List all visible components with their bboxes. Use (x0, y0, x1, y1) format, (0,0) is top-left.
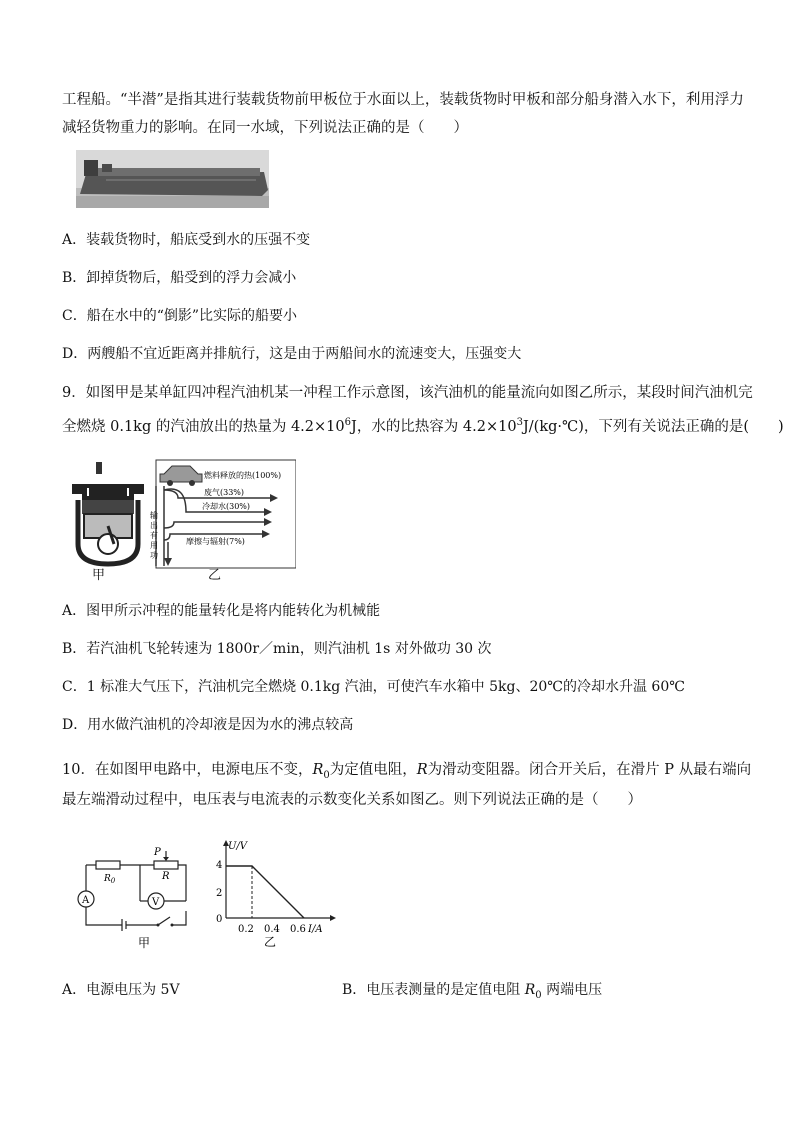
resistor-r0-label: $R_0$ (104, 874, 116, 885)
x-tick-0-4: 0.4 (264, 924, 280, 935)
rheostat-r-label: R (162, 871, 170, 882)
flow-useful-2: 出 (150, 521, 158, 530)
y-tick-4: 4 (216, 860, 223, 871)
flow-useful-1: 输 (150, 511, 158, 520)
q8-stem-line1: 工程船。“半潜”是指其进行装载货物前甲板位于水面以上，装载货物时甲板和部分船身潜入水下，利用浮力 (62, 92, 744, 108)
slider-p-label: P (154, 847, 161, 858)
flow-friction-label: 摩擦与辐射(7%) (186, 537, 245, 546)
flow-cooling-label: 冷却水(30%) (202, 502, 251, 511)
q9-option-b: B．若汽油机飞轮转速为 1800r／min，则汽油机 1s 对外做功 30 次 (62, 641, 492, 657)
y-axis-label: U/V (228, 841, 248, 852)
q8-option-c: C．船在水中的“倒影”比实际的船要小 (62, 308, 298, 324)
engine-cylinder-diagram (68, 460, 148, 580)
q10-option-b: B．电压表测量的是定值电阻 $R_0$ 两端电压 (342, 982, 603, 1001)
graph-caption: 乙 (264, 935, 277, 949)
q9-option-a: A．图甲所示冲程的能量转化是将内能转化为机械能 (62, 603, 381, 619)
q8-option-b: B．卸掉货物后，船受到的浮力会减小 (62, 270, 297, 286)
x-tick-0-2: 0.2 (238, 924, 254, 935)
y-tick-0: 0 (216, 914, 223, 925)
circuit-caption: 甲 (138, 936, 151, 950)
energy-flow-caption: 乙 (208, 568, 222, 583)
q9-option-c: C．1 标准大气压下，汽油机完全燃烧 0.1kg 汽油，可使汽车水箱中 5kg、20℃的冷却水升温 60℃ (62, 679, 685, 695)
x-axis-label: I/A (308, 924, 323, 935)
x-tick-0-6: 0.6 (290, 924, 306, 935)
q8-stem-line2: 减轻货物重力的影响。在同一水域，下列说法正确的是（ ） (62, 120, 468, 136)
q9-option-d: D．用水做汽油机的冷却液是因为水的沸点较高 (62, 717, 354, 733)
q10-option-a: A．电源电压为 5V (62, 982, 180, 998)
q9-stem-line1: 9．如图甲是某单缸四冲程汽油机某一冲程工作示意图，该汽油机的能量流向如图乙所示，某段时间汽油机完 (62, 385, 753, 401)
flow-useful-5: 功 (150, 551, 158, 560)
flow-exhaust-label: 废气(33%) (204, 488, 245, 497)
q10-stem-line2: 最左端滑动过程中，电压表与电流表的示数变化关系如图乙。则下列说法正确的是（ ） (62, 792, 642, 808)
q8-option-d: D．两艘船不宜近距离并排航行，这是由于两船间水的流速变大，压强变大 (62, 346, 522, 362)
q9-stem-line2: 全燃烧 0.1kg 的汽油放出的热量为 $4.2\times 10^6J$，水的比热容为 $4.2\times 10^3J/(kg\cdot℃)$，下列有关说法正确的是( ) (62, 417, 784, 435)
flow-useful-3: 有 (150, 531, 158, 540)
circuit-diagram (70, 845, 200, 950)
engine-caption: 甲 (92, 568, 106, 583)
ui-data-line (226, 866, 304, 918)
q10-stem-line1: 10．在如图甲电路中，电源电压不变，$R_0$为定值电阻，R为滑动变阻器。闭合开关后，在滑片 P 从最右端向 (62, 762, 752, 781)
y-tick-2: 2 (216, 888, 223, 899)
energy-flow-diagram (150, 458, 296, 570)
ui-graph (208, 838, 338, 950)
flow-useful-4: 用 (150, 541, 158, 550)
voltmeter-label: V (152, 897, 160, 908)
q8-option-a: A．装载货物时，船底受到水的压强不变 (62, 232, 311, 248)
ship-photo (76, 150, 269, 208)
ammeter-label: A (82, 895, 90, 906)
flow-total-label: 燃料释放的热(100%) (204, 471, 282, 480)
